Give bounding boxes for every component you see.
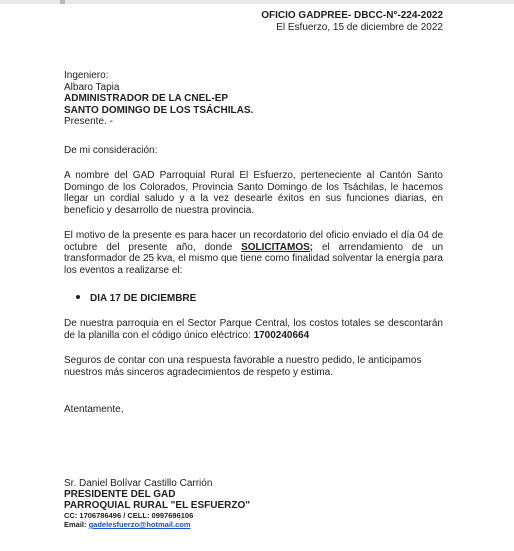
presente-text: Presente. - <box>64 116 113 127</box>
signer-email-line <box>64 520 250 529</box>
email-link[interactable]: gadelesfuerzo@hotmail.com <box>88 520 191 529</box>
signer-name: Sr. Daniel Bolívar Castillo Carrión <box>64 478 213 489</box>
request-emphasis: SOLICITAMOS; <box>241 241 314 253</box>
greeting: De mi consideración: <box>64 145 158 156</box>
signer-role: PRESIDENTE DEL GAD <box>64 489 176 500</box>
event-date-text: DIA 17 DE DICIEMBRE <box>90 293 197 304</box>
costs-text: De nuestra parroquia en el Sector Parque Central, los costos totales se descontarán de la planilla con el código único eléctrico: <box>64 318 443 341</box>
letter-header <box>261 10 443 34</box>
recipient-block <box>64 70 443 128</box>
paragraph-costs <box>64 318 443 341</box>
signer-contact: CC: 1706786496 / CELL: 0997696106 <box>64 511 194 520</box>
recipient-position: ADMINISTRADOR DE LA CNEL-EP <box>64 93 229 104</box>
bullet-dot-icon <box>76 295 80 299</box>
reference-number: OFICIO GADPREE- DBCC-N°-224-2022 <box>261 10 443 21</box>
signature-block <box>64 478 250 529</box>
place-date: El Esfuerzo, 15 de diciembre de 2022 <box>276 22 443 33</box>
recipient-title: Ingeniero: <box>64 70 109 81</box>
request-text-before: El motivo de la presente es para hacer un recordatorio del oficio enviado el día 04 de octubre del presente año, donde <box>64 230 443 253</box>
closing-text: Atentamente, <box>64 404 124 415</box>
request-text-after: el arrendamiento de un transformador de 25 kva, el mismo que tiene como finalidad solventar la energía para los eventos a realizarse el: <box>64 241 443 276</box>
paragraph-intro: A nombre del GAD Parroquial Rural El Esfuerzo, perteneciente al Cantón Santo Domingo de los Colorados, Provincia Santo Domingo de los Tsáchilas, le hacemos llegar un cordial saludo y a la vez desearle éxitos en sus funciones diarias, en beneficio y desarrollo de nuestra provincia. <box>64 170 443 216</box>
event-date-bullet <box>76 293 196 304</box>
paragraph-request <box>64 230 443 276</box>
signer-organization: PARROQUIAL RURAL "EL ESFUERZO" <box>64 500 250 511</box>
electric-code: 1700240664 <box>253 329 310 341</box>
paragraph-thanks: Seguros de contar con una respuesta favorable a nuestro pedido, le anticipamos nuestros más sinceros agradecimientos de respeto y estima. <box>64 355 422 378</box>
email-label: Email: <box>64 520 89 529</box>
recipient-name: Albaro Tapia <box>64 81 120 93</box>
recipient-location: SANTO DOMINGO DE LOS TSÁCHILAS. <box>64 104 254 116</box>
